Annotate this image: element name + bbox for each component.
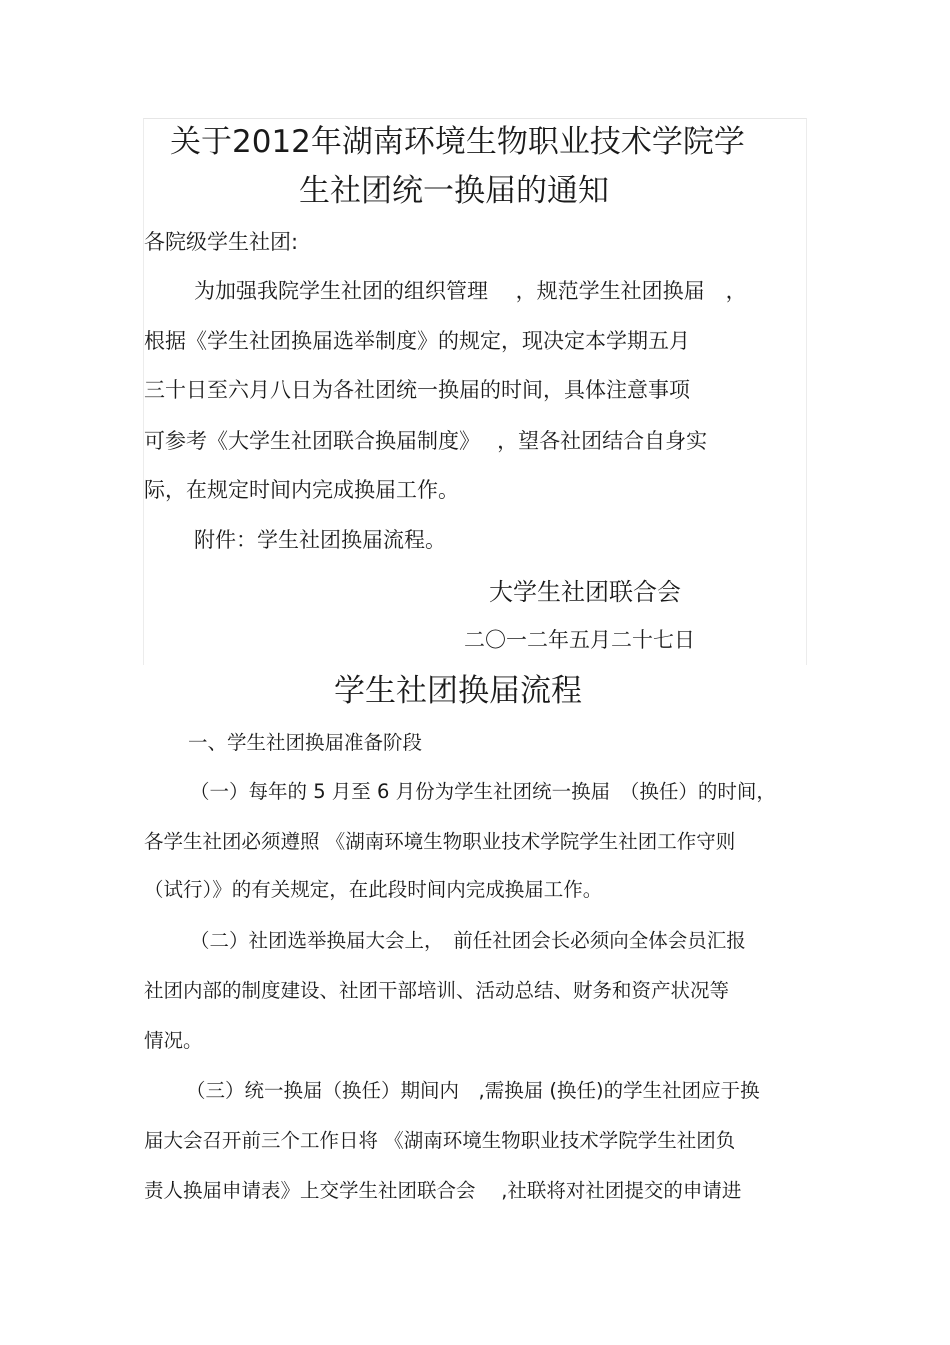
signature-date: 二〇一二年五月二十七日 — [464, 628, 695, 652]
notice-paragraph-line-2: 根据《学生社团换届选举制度》的规定，现决定本学期五月 — [144, 329, 690, 353]
notice-paragraph-line-1: 为加强我院学生社团的组织管理 ，规范学生社团换届 ， — [194, 279, 747, 303]
item-2-line-3: 情况。 — [144, 1029, 203, 1052]
signature-organization: 大学生社团联合会 — [489, 578, 681, 606]
process-title: 学生社团换届流程 — [334, 673, 582, 709]
item-3-line-1: （三）统一换届（换任）期间内 ,需换届 (换任)的学生社团应于换 — [186, 1079, 760, 1102]
notice-salutation: 各院级学生社团: — [144, 230, 299, 254]
section-1-heading: 一、学生社团换届准备阶段 — [188, 731, 423, 754]
item-2-line-1: （二）社团选举换届大会上， 前任社团会长必须向全体会员汇报 — [190, 929, 746, 952]
notice-paragraph-line-4: 可参考《大学生社团联合换届制度》 ，望各社团结合自身实 — [144, 429, 708, 453]
item-2-line-2: 社团内部的制度建设、社团干部培训、活动总结、财务和资产状况等 — [144, 979, 730, 1002]
notice-paragraph-line-5: 际，在规定时间内完成换届工作。 — [144, 478, 459, 502]
notice-title-line-2: 生社团统一换届的通知 — [299, 173, 609, 209]
item-3-line-3: 责人换届申请表》上交学生社团联合会 ,社联将对社团提交的申请进 — [144, 1179, 742, 1202]
item-1-line-1: （一）每年的 5 月至 6 月份为学生社团统一换届 （换任）的时间， — [190, 780, 776, 803]
notice-attachment: 附件：学生社团换届流程。 — [194, 528, 446, 552]
notice-paragraph-line-3: 三十日至六月八日为各社团统一换届的时间，具体注意事项 — [144, 378, 690, 402]
item-3-line-2: 届大会召开前三个工作日将 《湖南环境生物职业技术学院学生社团负 — [144, 1129, 736, 1152]
item-1-line-3: （试行）》的有关规定，在此段时间内完成换届工作。 — [144, 878, 603, 901]
notice-title-line-1: 关于2012年湖南环境生物职业技术学院学 — [170, 124, 745, 160]
item-1-line-2: 各学生社团必须遵照 《湖南环境生物职业技术学院学生社团工作守则 — [144, 830, 736, 853]
